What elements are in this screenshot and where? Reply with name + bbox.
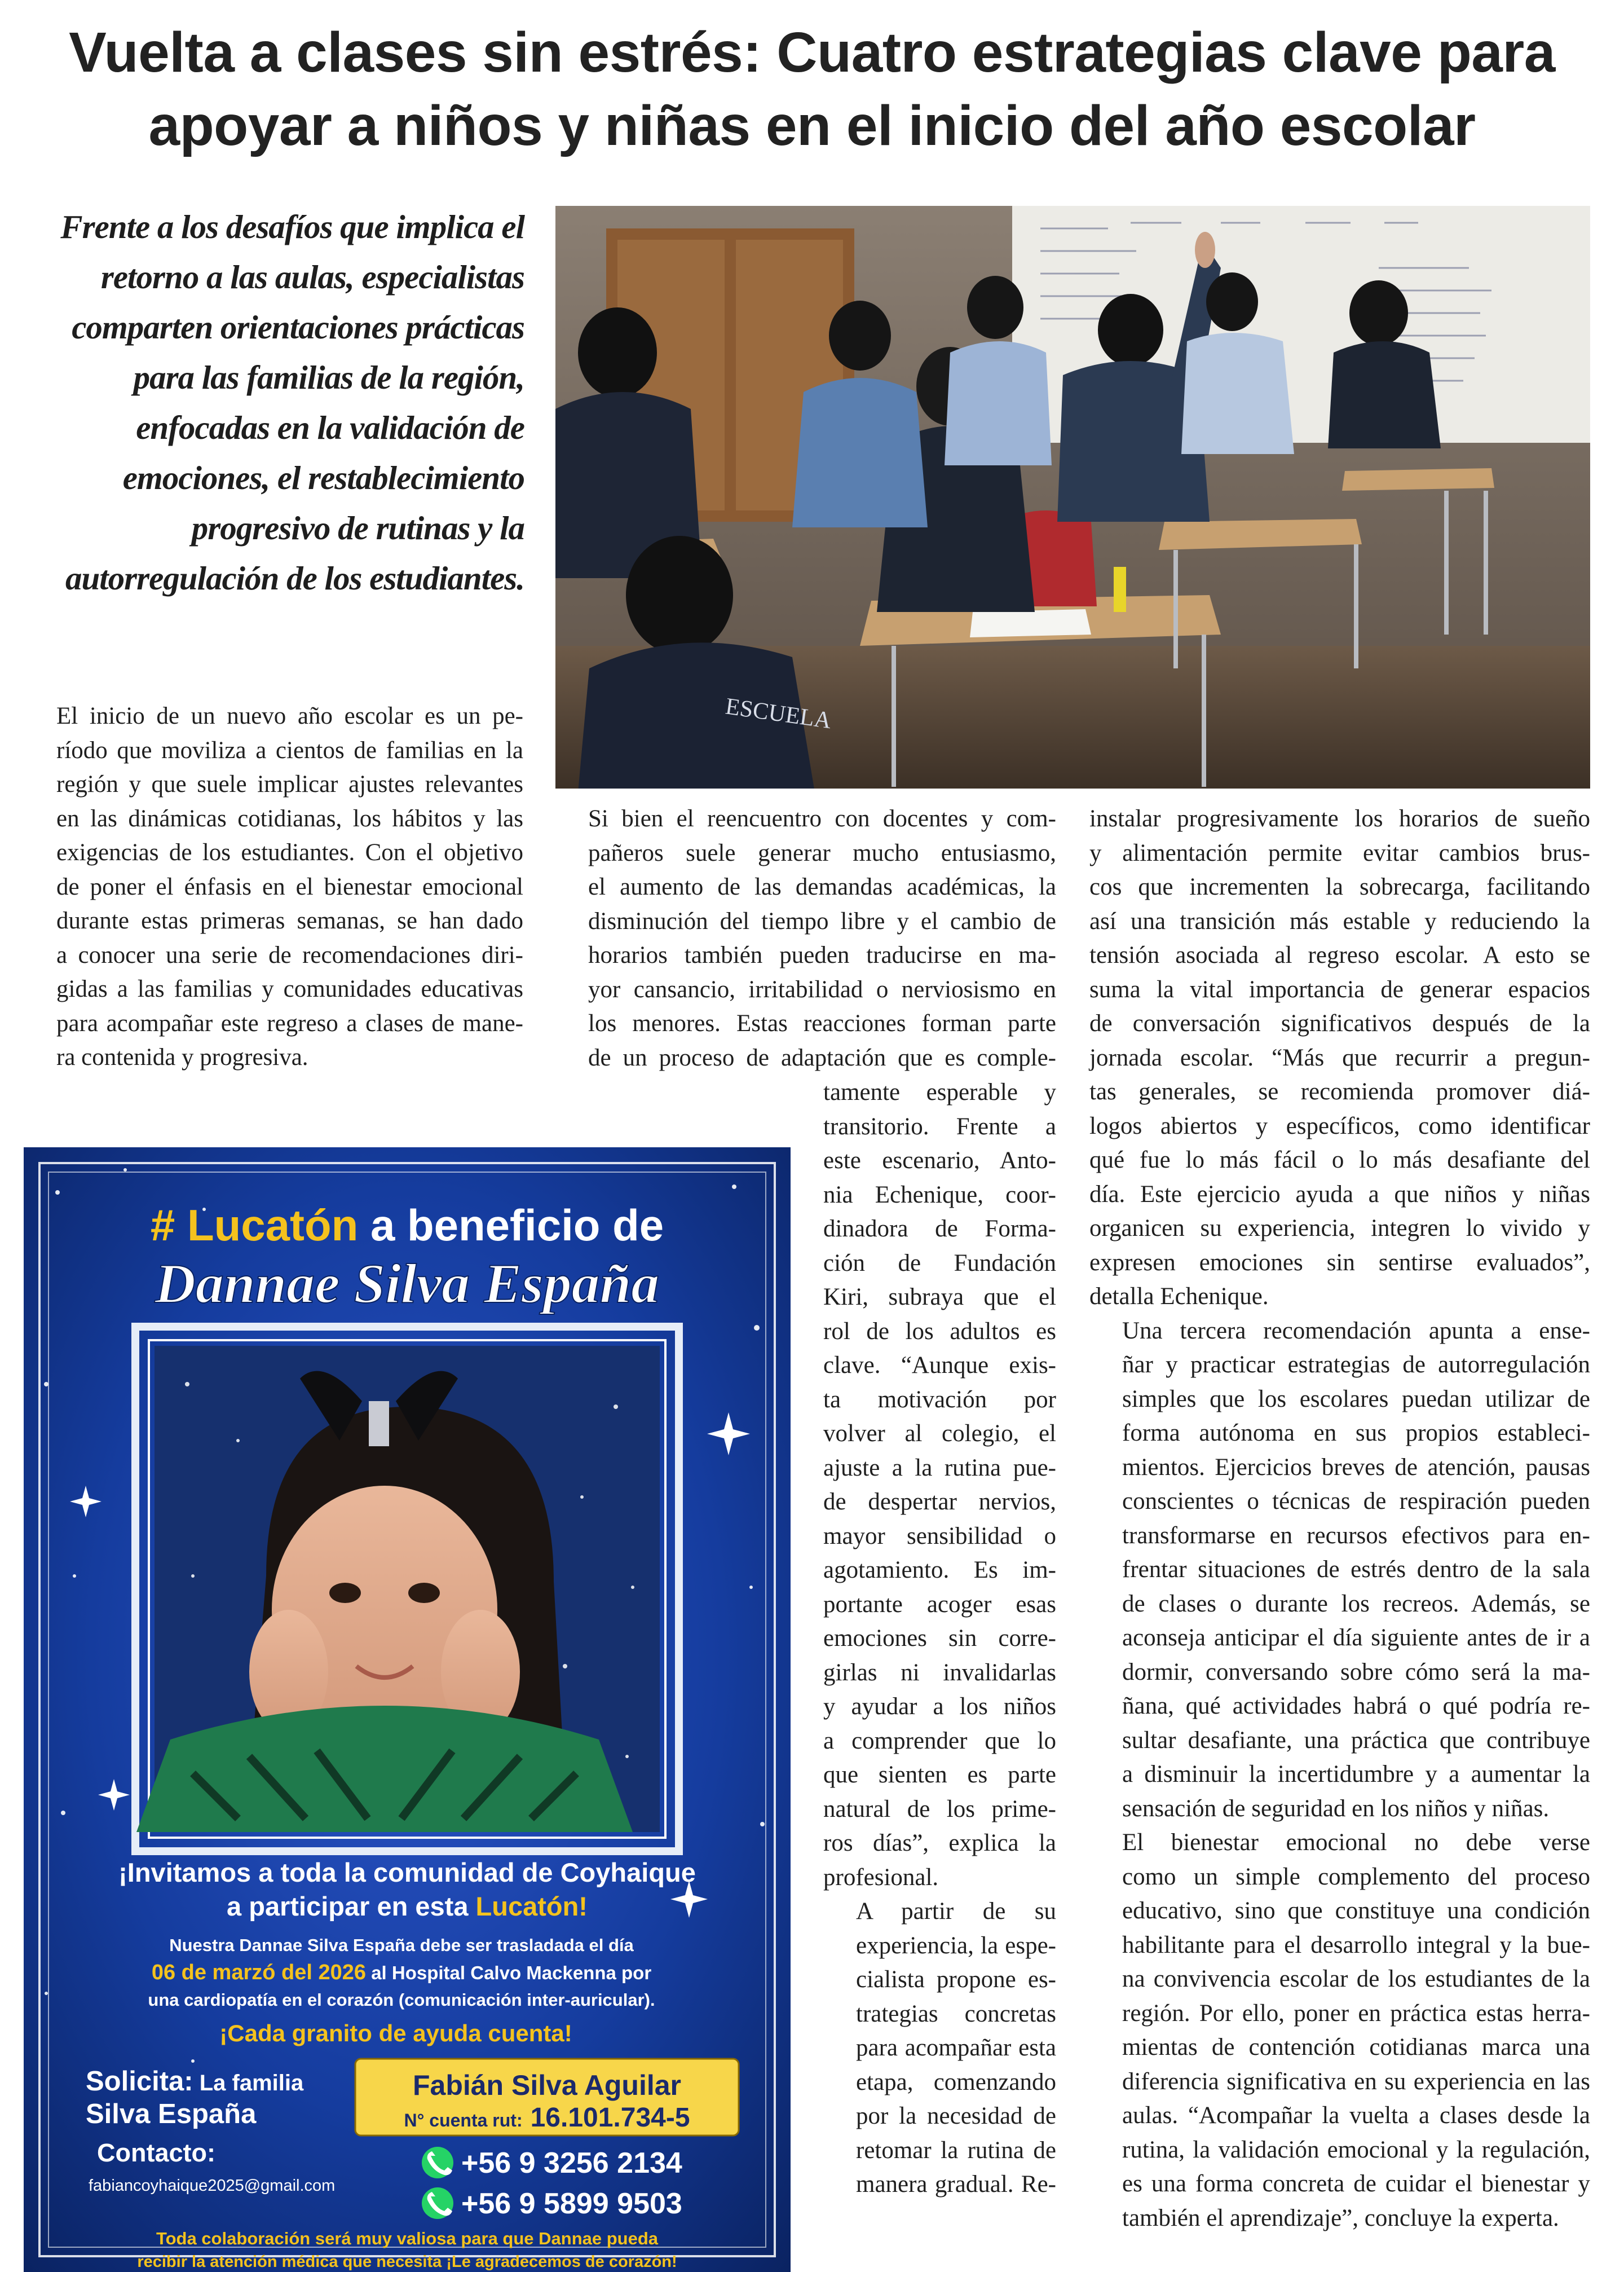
- poster-phone-2: +56 9 5899 9503: [461, 2187, 682, 2220]
- poster-contact-email: fabiancoyhaique2025@gmail.com: [89, 2177, 336, 2195]
- poster-title-hash: # Lucatón: [150, 1200, 359, 1250]
- body-line: tamente esperable y: [823, 1079, 1056, 1106]
- body-line: rol de los adultos es: [823, 1318, 1056, 1345]
- poster-cheer: ¡Cada granito de ayuda cuenta!: [219, 2020, 572, 2046]
- body-line: tensión asociada al regreso escolar. A esto se: [1089, 942, 1590, 968]
- body-line: mientas de contención cotidianas marca una: [1122, 2034, 1590, 2060]
- poster-invite-line-2b: Lucatón!: [475, 1891, 588, 1921]
- body-line: suma la vital importancia de generar espacios: [1089, 976, 1590, 1003]
- body-line: ñana, qué actividades habrá o qué podría re-: [1122, 1693, 1590, 1719]
- deck-subtitle: [17, 202, 524, 604]
- poster-solicita-who-1: La familia: [193, 2071, 304, 2095]
- body-line: de despertar nervios,: [823, 1489, 1056, 1515]
- body-line: yor cansancio, irritabilidad o nerviosismo en: [588, 976, 1056, 1003]
- body-line: así una transición más estable y reduciendo la: [1089, 908, 1590, 935]
- body-line: que sienten es parte: [823, 1762, 1056, 1788]
- poster-account-label: N° cuenta rut:: [404, 2110, 523, 2130]
- body-line: aulas. “Acompañar la vuelta a clases desde la: [1122, 2102, 1590, 2129]
- body-line: habilitante para el desarrollo integral y la bue-: [1122, 1931, 1590, 1958]
- body-line: gidas a las familias y comunidades educativas: [56, 976, 523, 1002]
- body-line: y alimentación permite evitar cambios brus-: [1089, 839, 1590, 866]
- body-line: educativo, sino que constituye una condición: [1122, 1897, 1590, 1924]
- poster-info-line-3: una cardiopatía en el corazón (comunicación inter-auricular).: [148, 1990, 655, 2010]
- body-line: jornada escolar. “Más que recurrir a pregun-: [1089, 1044, 1590, 1071]
- body-column-1: [24, 699, 523, 1075]
- body-line: clave. “Aunque exis-: [823, 1352, 1056, 1379]
- svg-text:a participar en esta Lucatón!: [227, 1891, 588, 1921]
- deck-line: comparten orientaciones prácticas: [72, 309, 524, 346]
- body-line: ros días”, explica la: [823, 1830, 1056, 1856]
- body-line: trategias concretas: [856, 2000, 1056, 2027]
- body-line: tas generales, se recomienda promover diá-: [1089, 1078, 1590, 1105]
- body-line: de un proceso de adaptación que es comple-: [588, 1044, 1056, 1071]
- body-line: ción de Fundación: [823, 1249, 1056, 1276]
- body-line: etapa, comenzando: [856, 2068, 1056, 2095]
- body-line: también el aprendizaje”, concluye la experta.: [1122, 2204, 1559, 2231]
- deck-line: emociones, el restablecimiento: [122, 459, 524, 496]
- body-line: instalar progresivamente los horarios de sueño: [1089, 805, 1590, 832]
- body-line: logos abiertos y específicos, como identificar: [1089, 1112, 1590, 1139]
- whatsapp-icon: [422, 2187, 453, 2219]
- poster-invite-line-1: ¡Invitamos a toda la comunidad de Coyhaique: [118, 1857, 696, 1887]
- poster-artwork: [24, 1147, 791, 2272]
- body-line: sultar desafiante, una práctica que contribuye: [1122, 1727, 1590, 1754]
- poster-invite-line-2a: a participar en esta: [227, 1891, 476, 1921]
- body-column-3: [1089, 802, 1590, 2235]
- body-line: natural de los prime-: [823, 1795, 1056, 1822]
- deck-line: Frente a los desafíos que implica el: [60, 208, 524, 245]
- body-line: rutina, la validación emocional y la regulación,: [1122, 2136, 1590, 2163]
- whatsapp-icon: [422, 2147, 453, 2178]
- body-line: los menores. Estas reacciones forman parte: [588, 1010, 1056, 1037]
- body-line: girlas ni invalidarlas: [823, 1659, 1056, 1686]
- poster-info-line-2: al Hospital Calvo Mackenna por: [366, 1962, 652, 1983]
- body-line: y ayudar a los niños: [823, 1693, 1056, 1720]
- deck-line: enfocadas en la validación de: [136, 409, 524, 446]
- svg-text:06 de marzó del 2026 al Hospit: [152, 1961, 652, 1984]
- body-line: El inicio de un nuevo año escolar es un pe-: [56, 703, 523, 729]
- body-line: qué fue lo más fácil o lo más desafiante del: [1089, 1147, 1590, 1173]
- poster-solicita-label: Solicita:: [86, 2066, 193, 2097]
- body-line: Una tercera recomendación apunta a ense-: [1122, 1317, 1590, 1344]
- body-line: mayor sensibilidad o: [823, 1522, 1056, 1549]
- body-line: para acompañar este regreso a clases de mane-: [56, 1010, 523, 1037]
- body-line: frentar situaciones de estrés dentro de la sala: [1122, 1556, 1590, 1583]
- body-line: A partir de su: [856, 1898, 1056, 1925]
- body-line: dormir, conversando sobre cómo será la ma-: [1122, 1658, 1590, 1685]
- body-line: durante estas primeras semanas, se han dado: [56, 908, 523, 934]
- body-line: experiencia, la espe-: [856, 1932, 1056, 1959]
- deck-line: progresivo de rutinas y la: [191, 509, 524, 547]
- body-line: conscientes o técnicas de respiración pueden: [1122, 1488, 1590, 1514]
- body-line: profesional.: [823, 1864, 939, 1891]
- body-line: organicen su experiencia, integren lo vivido y: [1089, 1215, 1590, 1241]
- headline-line-2: apoyar a niños y niñas en el inicio del año escolar: [148, 94, 1476, 157]
- body-column-2: [555, 802, 1056, 1075]
- poster-account-name: Fabián Silva Aguilar: [412, 2070, 682, 2101]
- body-line: de clases o durante los recreos. Además, se: [1122, 1590, 1590, 1617]
- poster-footer-2: recibir la atención médica que necesita ¡Le agradecemos de corazón!: [137, 2253, 677, 2271]
- poster-account-number: 16.101.734-5: [530, 2103, 690, 2133]
- deck-line: para las familias de la región,: [133, 359, 524, 396]
- body-line: Kiri, subraya que el: [823, 1284, 1056, 1310]
- poster-footer-1: Toda colaboración será muy valiosa para que Dannae pueda: [156, 2229, 659, 2248]
- body-line: aconseja anticipar el día siguiente antes de ir a: [1122, 1624, 1590, 1651]
- body-line: disminución del tiempo libre y el cambio de: [588, 908, 1056, 935]
- body-line: dinadora de Forma-: [823, 1216, 1056, 1242]
- body-line: a disminuir la incertidumbre y a aumentar la: [1122, 1761, 1590, 1787]
- body-line: el aumento de las demandas académicas, la: [588, 874, 1056, 900]
- body-line: cos que incrementen la sobrecarga, facilitando: [1089, 874, 1590, 900]
- body-line: cialista propone es-: [856, 1966, 1056, 1993]
- body-line: forma autónoma en sus propios estableci-: [1122, 1420, 1590, 1446]
- lucaton-poster: [24, 1147, 791, 2272]
- poster-info-date: 06 de marzó del 2026: [151, 1961, 367, 1984]
- body-line: ajuste a la rutina pue-: [823, 1454, 1056, 1481]
- deck-line: retorno a las aulas, especialistas: [100, 258, 524, 296]
- body-line: detalla Echenique.: [1089, 1283, 1269, 1310]
- body-line: sensación de seguridad en los niños y niñas.: [1122, 1795, 1550, 1822]
- body-line: para acompañar esta: [856, 2035, 1056, 2061]
- shirt-text: ESCUELA: [723, 693, 833, 734]
- body-line: ta motivación por: [823, 1386, 1056, 1413]
- body-line: na convivencia escolar de los estudiantes de la: [1122, 1966, 1590, 1992]
- body-line: horarios también pueden traducirse en ma-: [588, 942, 1056, 968]
- body-line: transitorio. Frente a: [823, 1113, 1056, 1140]
- classroom-photo-illustration: [555, 206, 1590, 789]
- body-line: volver al colegio, el: [823, 1420, 1056, 1447]
- body-line: este escenario, Anto-: [823, 1147, 1056, 1174]
- classroom-photo: [555, 206, 1590, 789]
- body-line: expresen emociones sin sentirse evaluados”,: [1089, 1249, 1590, 1276]
- body-line: emociones sin corre-: [823, 1625, 1056, 1652]
- body-line: ra contenida y progresiva.: [56, 1044, 308, 1071]
- poster-title-rest: a beneficio de: [358, 1200, 664, 1250]
- body-line: pañeros suele generar mucho entusiasmo,: [588, 839, 1056, 866]
- body-line: El bienestar emocional no debe verse: [1122, 1829, 1590, 1856]
- body-line: a comprender que lo: [823, 1727, 1056, 1754]
- body-line: simples que los escolares puedan utilizar de: [1122, 1385, 1590, 1412]
- deck-line: autorregulación de los estudiantes.: [65, 560, 524, 597]
- svg-text:Solicita: La familia: [86, 2066, 304, 2097]
- body-line: Si bien el reencuentro con docentes y com-: [588, 805, 1056, 832]
- body-line: diferencia significativa en su experiencia en las: [1122, 2068, 1590, 2095]
- body-line: región y que suele implicar ajustes relevantes: [56, 771, 523, 798]
- body-line: por la necesidad de: [856, 2103, 1056, 2129]
- body-line: exigencias de los estudiantes. Con el objetivo: [56, 839, 523, 866]
- body-line: región. Por ello, poner en práctica estas herra-: [1122, 2000, 1590, 2027]
- headline-line-1: Vuelta a clases sin estrés: Cuatro estrategias clave para: [69, 21, 1555, 84]
- poster-solicita-who-2: Silva España: [86, 2099, 257, 2129]
- body-line: transformarse en recursos efectivos para en-: [1122, 1522, 1590, 1549]
- body-line: en las dinámicas cotidianas, los hábitos y las: [56, 805, 523, 832]
- body-line: a conocer una serie de recomendaciones diri-: [56, 941, 523, 968]
- poster-info-line-1: Nuestra Dannae Silva España debe ser trasladada el día: [169, 1935, 634, 1955]
- body-line: es una forma concreta de cuidar el bienestar y: [1122, 2170, 1590, 2197]
- body-line: nia Echenique, coor-: [823, 1181, 1056, 1208]
- poster-name: Dannae Silva España: [155, 1252, 660, 1315]
- svg-text:# Lucatón a beneficio de: [151, 1200, 664, 1250]
- body-line: de conversación significativos después de la: [1089, 1010, 1590, 1037]
- poster-phone-1: +56 9 3256 2134: [461, 2147, 682, 2179]
- headline: [17, 16, 1607, 162]
- body-line: como un simple complemento del proceso: [1122, 1863, 1590, 1890]
- body-line: portante acoger esas: [823, 1591, 1056, 1618]
- body-line: agotamiento. Es im-: [823, 1557, 1056, 1583]
- poster-contact-label: Contacto:: [97, 2138, 215, 2167]
- body-line: de poner el énfasis en el bienestar emocional: [56, 873, 523, 900]
- body-line: día. Este ejercicio ayuda a que niños y niñas: [1089, 1181, 1590, 1208]
- body-column-2-narrow: [823, 1076, 1056, 2202]
- body-line: mientos. Ejercicios breves de atención, pausas: [1122, 1454, 1590, 1481]
- body-line: ríodo que moviliza a cientos de familias en la: [56, 737, 523, 764]
- body-line: ñar y practicar estrategias de autorregulación: [1122, 1351, 1590, 1378]
- body-line: manera gradual. Re-: [856, 2171, 1056, 2198]
- body-line: retomar la rutina de: [856, 2137, 1056, 2164]
